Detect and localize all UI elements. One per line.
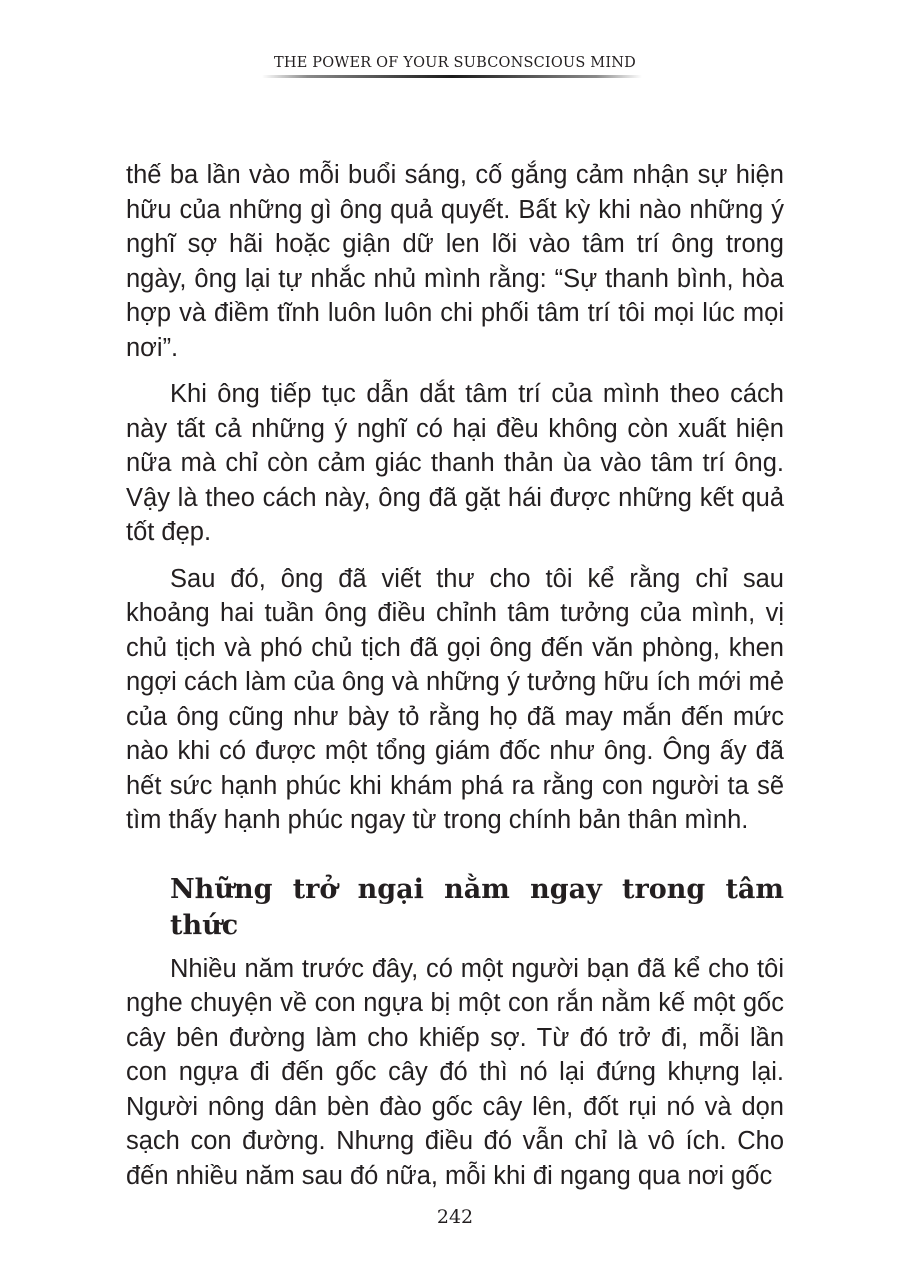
running-title: THE POWER OF YOUR SUBCONSCIOUS MIND [274, 55, 636, 71]
page-number: 242 [436, 1206, 474, 1228]
header-rule [262, 75, 642, 78]
section-heading: Những trở ngại nằm ngay trong tâm thức [170, 873, 784, 941]
paragraph: thế ba lần vào mỗi buổi sáng, cố gắng cảm nhận sự hiện hữu của những gì ông quả quyết. Bất kỳ khi nào những ý nghĩ sợ hãi hoặc giận dữ len lõi vào tâm trí ông trong ngày, ông lại tự nhắc nhủ mình rằng: “Sự thanh bình, hòa hợp và điềm tĩnh luôn luôn chi phối tâm trí tôi mọi lúc mọi nơi”. [126, 161, 784, 362]
paragraph: Khi ông tiếp tục dẫn dắt tâm trí của mình theo cách này tất cả những ý nghĩ có hại đều không còn xuất hiện nữa mà chỉ còn cảm giác thanh thản ùa vào tâm trí ông. Vậy là theo cách này, ông đã gặt hái được những kết quả tốt đẹp. [126, 380, 784, 546]
paragraph: Sau đó, ông đã viết thư cho tôi kể rằng chỉ sau khoảng hai tuần ông điều chỉnh tâm tưởng của mình, vị chủ tịch và phó chủ tịch đã gọi ông đến văn phòng, khen ngợi cách làm của ông và những ý tưởng hữu ích mới mẻ của ông cũng như bày tỏ rằng họ đã may mắn đến mức nào khi có được một tổng giám đốc như ông. Ông ấy đã hết sức hạnh phúc khi khám phá ra rằng con người ta sẽ tìm thấy hạnh phúc ngay từ trong chính bản thân mình. [126, 564, 784, 834]
running-header [0, 54, 910, 72]
page-body [126, 158, 784, 1205]
paragraph: Nhiều năm trước đây, có một người bạn đã kể cho tôi nghe chuyện về con ngựa bị một con rắn nằm kế một gốc cây bên đường làm cho khiếp sợ. Từ đó trở đi, mỗi lần con ngựa đi đến gốc cây đó thì nó lại đứng khựng lại. Người nông dân bèn đào gốc cây lên, đốt rụi nó và dọn sạch con đường. Nhưng điều đó vẫn chỉ là vô ích. Cho đến nhiều năm sau đó nữa, mỗi khi đi ngang qua nơi gốc [126, 954, 784, 1190]
